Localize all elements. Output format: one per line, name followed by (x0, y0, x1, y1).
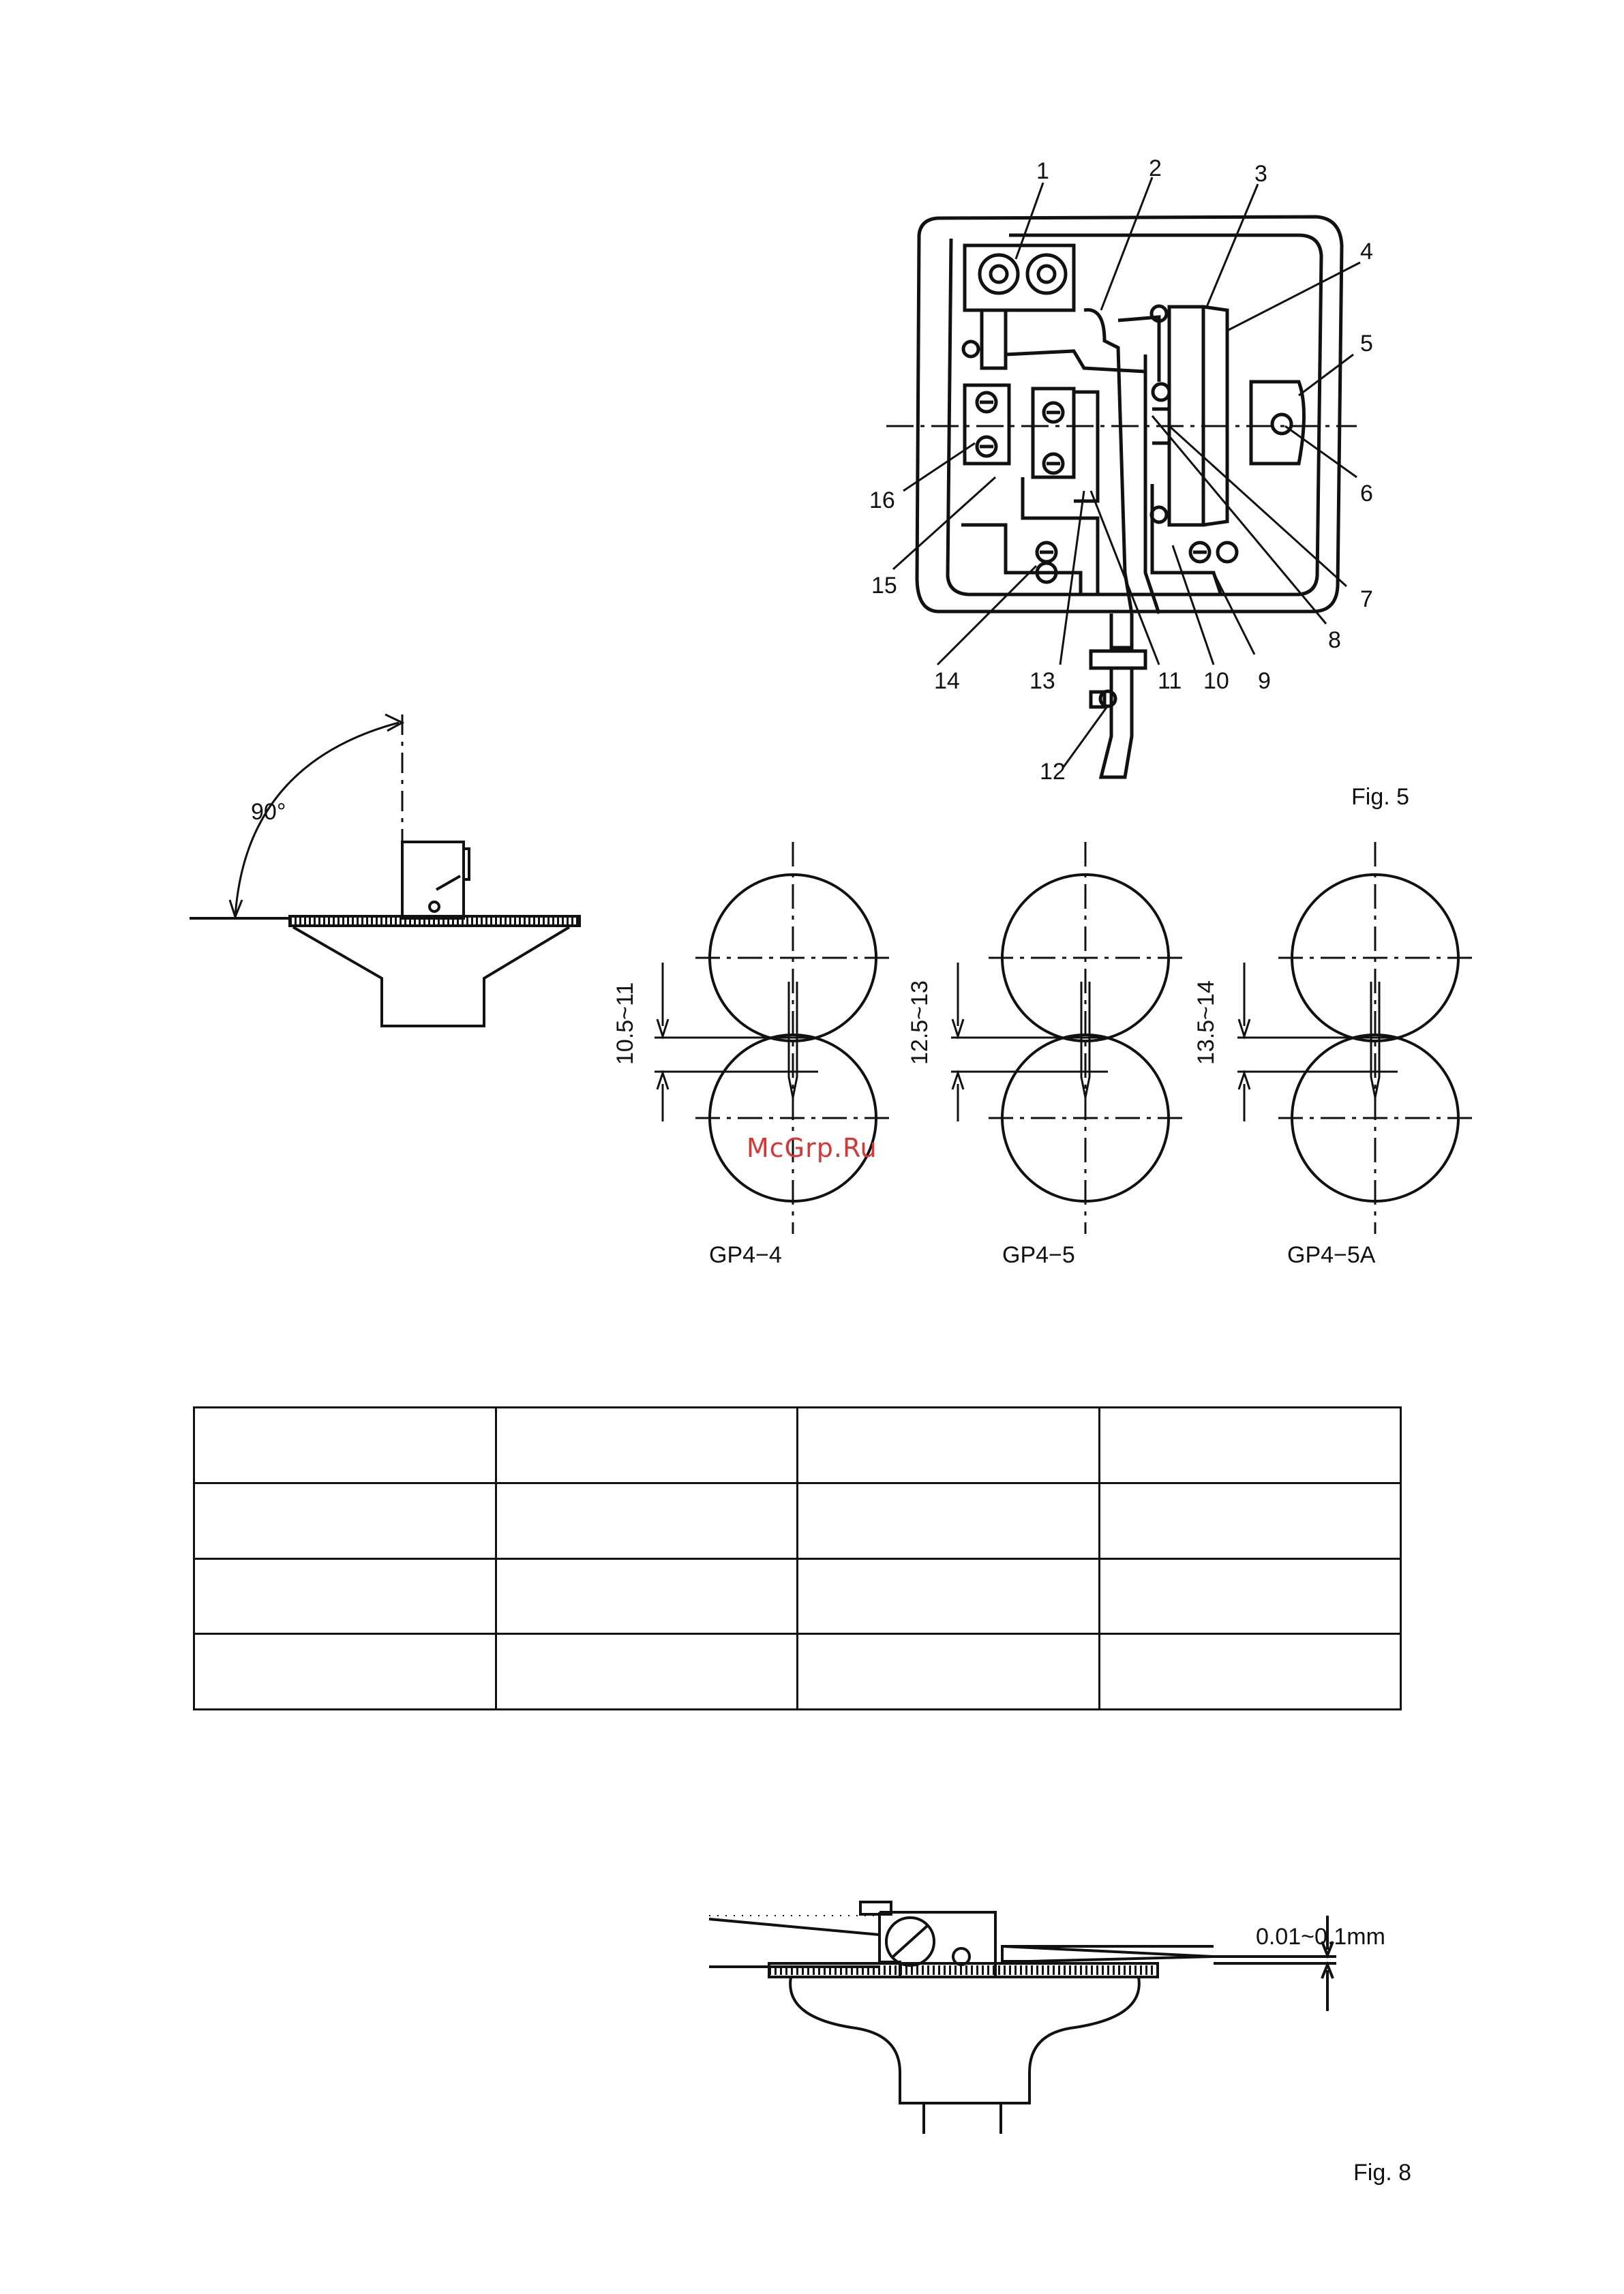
callout-9: 9 (1258, 668, 1271, 694)
callout-10: 10 (1203, 668, 1229, 694)
callout-3: 3 (1254, 161, 1267, 187)
model-label-gp4-4: GP4−4 (709, 1242, 782, 1268)
dimension-gp4-4: 10.5~11 (612, 982, 638, 1065)
callout-6: 6 (1360, 481, 1373, 507)
callout-13: 13 (1029, 668, 1055, 694)
callout-4: 4 (1360, 239, 1373, 265)
callout-8: 8 (1328, 627, 1341, 653)
model-label-gp4-5: GP4−5 (1002, 1242, 1075, 1268)
callout-16: 16 (869, 487, 895, 513)
callout-2: 2 (1149, 155, 1162, 181)
callout-12: 12 (1040, 759, 1066, 785)
model-label-gp4-5a: GP4−5A (1287, 1242, 1376, 1268)
callout-14: 14 (934, 668, 960, 694)
dimension-gp4-5: 12.5~13 (907, 980, 933, 1065)
dimension-gp4-5a: 13.5~14 (1193, 980, 1219, 1065)
callout-15: 15 (871, 573, 897, 599)
callout-7: 7 (1360, 586, 1373, 612)
clearance-label: 0.01~0.1mm (1256, 1924, 1385, 1950)
callout-5: 5 (1360, 331, 1373, 357)
watermark: McGrp.Ru (747, 1133, 877, 1163)
callout-11: 11 (1158, 668, 1182, 694)
fig5-caption: Fig. 5 (1351, 784, 1410, 810)
callout-1: 1 (1036, 158, 1049, 184)
angle-label: 90° (251, 799, 286, 825)
fig8-caption: Fig. 8 (1353, 2160, 1412, 2186)
